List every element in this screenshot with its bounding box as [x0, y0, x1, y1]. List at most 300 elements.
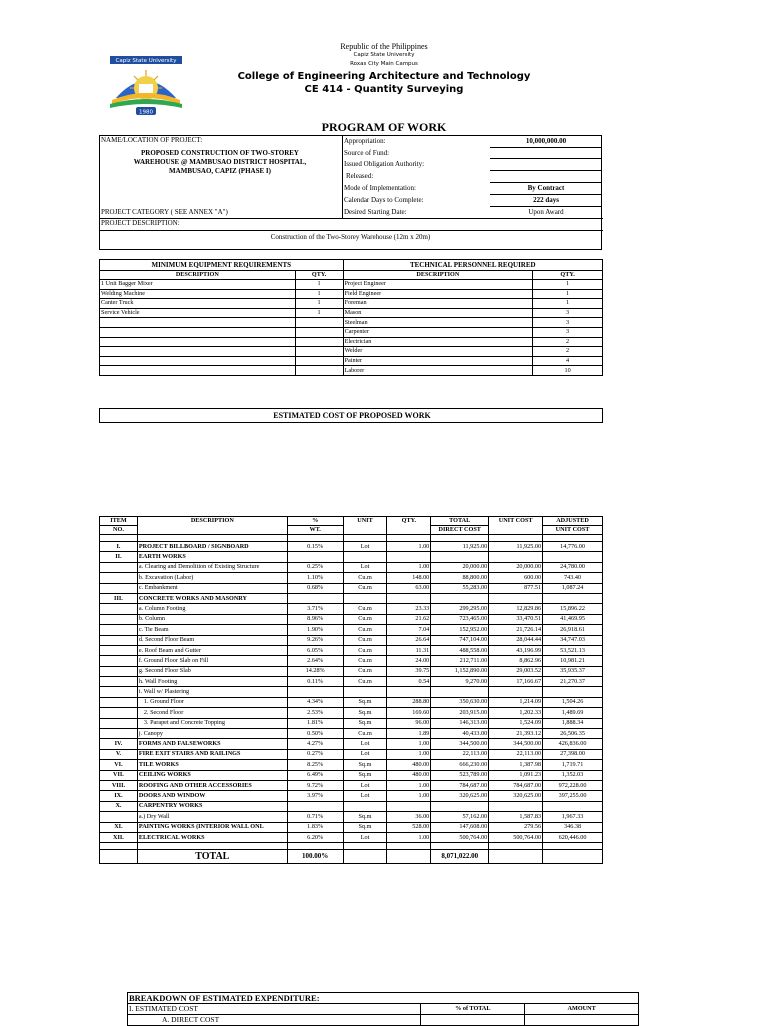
- item-adjusted: 24,780.00: [543, 562, 603, 572]
- col-item: ITEM: [100, 517, 138, 526]
- item-qty: 1.89: [387, 729, 431, 739]
- item-unit-cost: 1,091.23: [489, 770, 543, 780]
- item-unit-cost: 1,202.33: [489, 708, 543, 718]
- item-unit: Lot: [343, 542, 387, 552]
- item-adjusted: 1,504.26: [543, 697, 603, 707]
- col-wt: WT.: [287, 526, 343, 535]
- equipment-desc: [100, 347, 296, 357]
- item-adjusted: 620,446.00: [543, 832, 603, 842]
- item-qty: 1.00: [387, 832, 431, 842]
- item-no: VII.: [100, 770, 138, 780]
- requirement-row: [100, 299, 603, 309]
- item-total: 320,625.00: [431, 791, 489, 801]
- item-desc: a. Column Footing: [137, 604, 287, 614]
- equipment-desc: [100, 337, 296, 347]
- item-total: 723,465.00: [431, 614, 489, 624]
- item-desc: g. Second Floor Slab: [137, 666, 287, 676]
- item-unit: Cu.m: [343, 614, 387, 624]
- personnel-desc: Painter: [343, 356, 533, 366]
- page-title: PROGRAM OF WORK: [321, 120, 447, 134]
- item-qty: 39.75: [387, 666, 431, 676]
- cost-row: [100, 593, 603, 603]
- item-no: [100, 666, 138, 676]
- item-no: [100, 677, 138, 687]
- item-pct: [287, 687, 343, 697]
- cost-row: [100, 677, 603, 687]
- item-no: [100, 583, 138, 593]
- item-adjusted: 15,896.22: [543, 604, 603, 614]
- item-qty: 96.00: [387, 718, 431, 728]
- item-total: 666,230.00: [431, 760, 489, 770]
- item-pct: 9.26%: [287, 635, 343, 645]
- header-course: CE 414 - Quantity Surveying: [304, 84, 464, 95]
- equipment-desc: [100, 318, 296, 328]
- item-adjusted: [543, 552, 603, 562]
- cost-row: [100, 573, 603, 583]
- equipment-desc: Welding Machine: [100, 289, 296, 299]
- item-desc: f. Ground Floor Slab on Fill: [137, 656, 287, 666]
- item-unit: Lot: [343, 780, 387, 790]
- col-pct: %: [287, 517, 343, 526]
- item-total: 146,313.00: [431, 718, 489, 728]
- item-unit: Sq.m: [343, 822, 387, 832]
- item-qty: 23.33: [387, 604, 431, 614]
- item-unit-cost: 784,687.00: [489, 780, 543, 790]
- item-pct: 2.64%: [287, 656, 343, 666]
- item-qty: [387, 593, 431, 603]
- appropriation-label: Appropriation:: [344, 137, 386, 145]
- item-pct: 0.71%: [287, 812, 343, 822]
- item-desc: FORMS AND FALSEWORKS: [137, 739, 287, 749]
- item-unit: Sq.m: [343, 812, 387, 822]
- equipment-qty: [295, 366, 343, 376]
- item-unit-cost: [489, 552, 543, 562]
- item-adjusted: 972,228.00: [543, 780, 603, 790]
- cost-row: [100, 687, 603, 697]
- cost-row: [100, 645, 603, 655]
- item-unit-cost: 12,829.86: [489, 604, 543, 614]
- item-pct: 0.11%: [287, 677, 343, 687]
- source-fund-label: Source of Fund:: [344, 149, 390, 157]
- equipment-qty: [295, 327, 343, 337]
- item-unit-cost: 21,726.14: [489, 625, 543, 635]
- item-desc: a.) Dry Wall: [137, 812, 287, 822]
- cost-row: [100, 614, 603, 624]
- cost-row: [100, 739, 603, 749]
- item-qty: 21.62: [387, 614, 431, 624]
- item-desc: PROJECT BILLBOARD / SIGNBOARD: [137, 542, 287, 552]
- item-pct: 6.49%: [287, 770, 343, 780]
- item-no: [100, 573, 138, 583]
- item-qty: 63.00: [387, 583, 431, 593]
- item-total: [431, 687, 489, 697]
- description-value: Construction of the Two-Storey Warehouse (12m x 20m): [270, 233, 431, 241]
- item-qty: [387, 687, 431, 697]
- item-unit: Cu.m: [343, 583, 387, 593]
- item-adjusted: 14,776.00: [543, 542, 603, 552]
- requirement-row: [100, 347, 603, 357]
- personnel-qty: 3: [533, 327, 603, 337]
- personnel-qty: 1: [533, 280, 603, 290]
- item-no: I.: [100, 542, 138, 552]
- personnel-qty: 1: [533, 299, 603, 309]
- item-qty: 1.00: [387, 562, 431, 572]
- item-no: [100, 614, 138, 624]
- item-unit: [343, 801, 387, 811]
- breakdown-col-amount: AMOUNT: [525, 1004, 639, 1015]
- item-unit-cost: [489, 801, 543, 811]
- equipment-desc: [100, 366, 296, 376]
- item-qty: 1.00: [387, 791, 431, 801]
- item-unit-cost: 320,625.00: [489, 791, 543, 801]
- cost-row: [100, 791, 603, 801]
- personnel-desc: Project Engineer: [343, 280, 533, 290]
- item-pct: 0.15%: [287, 542, 343, 552]
- item-no: IV.: [100, 739, 138, 749]
- requirement-row: [100, 337, 603, 347]
- item-unit-cost: 344,500.00: [489, 739, 543, 749]
- svg-text:1980: 1980: [139, 109, 153, 116]
- cost-row: [100, 780, 603, 790]
- personnel-qty: 4: [533, 356, 603, 366]
- personnel-qty: 3: [533, 318, 603, 328]
- equipment-qty: [295, 337, 343, 347]
- item-pct: [287, 801, 343, 811]
- item-no: V.: [100, 749, 138, 759]
- cost-row: [100, 718, 603, 728]
- item-adjusted: [543, 801, 603, 811]
- item-no: VI.: [100, 760, 138, 770]
- item-unit-cost: 17,166.67: [489, 677, 543, 687]
- equipment-desc: Service Vehicle: [100, 308, 296, 318]
- item-no: [100, 625, 138, 635]
- appropriation-value: 10,000,000.00: [525, 137, 567, 145]
- item-unit-cost: 1,524.09: [489, 718, 543, 728]
- item-unit: Cu.m: [343, 635, 387, 645]
- item-pct: 3.97%: [287, 791, 343, 801]
- item-total: 299,295.00: [431, 604, 489, 614]
- item-unit: Cu.m: [343, 677, 387, 687]
- item-unit: Lot: [343, 562, 387, 572]
- breakdown-title: BREAKDOWN OF ESTIMATED EXPENDITURE:: [128, 993, 639, 1004]
- item-unit-cost: 43,196.99: [489, 645, 543, 655]
- item-unit: Cu.m: [343, 645, 387, 655]
- header-college: College of Engineering Architecture and Technology: [237, 71, 531, 82]
- cost-row: [100, 801, 603, 811]
- requirement-row: [100, 289, 603, 299]
- cost-row: [100, 822, 603, 832]
- equipment-qty: 1: [295, 289, 343, 299]
- item-desc: FIRE EXIT STAIRS AND RAILINGS: [137, 749, 287, 759]
- item-adjusted: 53,521.13: [543, 645, 603, 655]
- item-no: IX.: [100, 791, 138, 801]
- col-desc: DESCRIPTION: [137, 517, 287, 526]
- cost-row: [100, 562, 603, 572]
- requirement-row: [100, 366, 603, 376]
- cost-row: [100, 604, 603, 614]
- equipment-qty: 1: [295, 308, 343, 318]
- cost-row: [100, 708, 603, 718]
- item-total: 11,925.00: [431, 542, 489, 552]
- requirement-row: [100, 280, 603, 290]
- item-unit: Sq.m: [343, 718, 387, 728]
- personnel-desc: Welder: [343, 347, 533, 357]
- item-adjusted: 397,255.00: [543, 791, 603, 801]
- item-qty: 7.04: [387, 625, 431, 635]
- item-desc: EARTH WORKS: [137, 552, 287, 562]
- personnel-desc: Field Engineer: [343, 289, 533, 299]
- equipment-desc: [100, 327, 296, 337]
- col-unit-cost: UNIT COST: [489, 517, 543, 526]
- item-unit: Cu.m: [343, 573, 387, 583]
- item-qty: 288.80: [387, 697, 431, 707]
- project-name-line3: MAMBUSAO, CAPIZ (PHASE I): [169, 167, 271, 175]
- header-university: Capiz State University: [353, 52, 415, 58]
- mode-value: By Contract: [527, 184, 565, 192]
- item-pct: 0.27%: [287, 749, 343, 759]
- item-desc: ROOFING AND OTHER ACCESSORIES: [137, 780, 287, 790]
- item-unit: Cu.m: [343, 625, 387, 635]
- item-adjusted: 35,935.37: [543, 666, 603, 676]
- item-unit: Sq.m: [343, 697, 387, 707]
- item-total: [431, 552, 489, 562]
- requirement-row: [100, 318, 603, 328]
- item-total: 1,152,890.00: [431, 666, 489, 676]
- svg-text:Capiz State University: Capiz State University: [115, 58, 177, 64]
- item-qty: 24.00: [387, 656, 431, 666]
- item-adjusted: 1,888.34: [543, 718, 603, 728]
- item-no: VIII.: [100, 780, 138, 790]
- item-pct: [287, 593, 343, 603]
- item-adjusted: 41,469.95: [543, 614, 603, 624]
- item-total: 747,104.00: [431, 635, 489, 645]
- item-pct: 4.27%: [287, 739, 343, 749]
- personnel-desc: Steelman: [343, 318, 533, 328]
- equipment-desc: 1 Unit Bagger Mixer: [100, 280, 296, 290]
- personnel-qty: 3: [533, 308, 603, 318]
- equipment-desc: [100, 356, 296, 366]
- header-campus: Roxas City Main Campus: [350, 61, 418, 67]
- item-adjusted: 1,352.03: [543, 770, 603, 780]
- item-qty: 1.00: [387, 749, 431, 759]
- cost-row: [100, 832, 603, 842]
- cost-row: [100, 666, 603, 676]
- item-adjusted: 1,719.71: [543, 760, 603, 770]
- item-unit: [343, 552, 387, 562]
- item-pct: 1.81%: [287, 718, 343, 728]
- item-unit: Cu.m: [343, 656, 387, 666]
- item-unit-cost: 20,000.00: [489, 562, 543, 572]
- item-unit: Lot: [343, 791, 387, 801]
- mode-label: Mode of Implementation:: [344, 184, 416, 192]
- item-desc: PAINTING WORKS (INTERIOR WALL ONL: [137, 822, 287, 832]
- item-desc: CEILING WORKS: [137, 770, 287, 780]
- item-unit-cost: 8,862.96: [489, 656, 543, 666]
- description-label: PROJECT DESCRIPTION:: [101, 219, 180, 227]
- breakdown-table: [127, 992, 639, 1026]
- item-pct: 1.10%: [287, 573, 343, 583]
- item-total: 523,789.00: [431, 770, 489, 780]
- item-unit: [343, 687, 387, 697]
- item-unit: Sq.m: [343, 760, 387, 770]
- item-unit-cost: 1,387.98: [489, 760, 543, 770]
- item-desc: ELECTRICAL WORKS: [137, 832, 287, 842]
- item-adjusted: [543, 687, 603, 697]
- item-pct: 6.20%: [287, 832, 343, 842]
- item-desc: e. Roof Beam and Gutter: [137, 645, 287, 655]
- personnel-desc: Foreman: [343, 299, 533, 309]
- item-pct: 8.96%: [287, 614, 343, 624]
- equipment-title: MINIMUM EQUIPMENT REQUIREMENTS: [100, 260, 344, 271]
- cost-row: [100, 770, 603, 780]
- item-desc: CONCRETE WORKS AND MASONRY: [137, 593, 287, 603]
- item-total: 9,270.00: [431, 677, 489, 687]
- item-total: 500,764.00: [431, 832, 489, 842]
- equipment-col-desc: DESCRIPTION: [100, 271, 296, 280]
- col-total: TOTAL: [431, 517, 489, 526]
- item-unit-cost: 29,003.52: [489, 666, 543, 676]
- cost-row: [100, 625, 603, 635]
- item-desc: h. Wall Footing: [137, 677, 287, 687]
- item-qty: 169.60: [387, 708, 431, 718]
- personnel-qty: 2: [533, 347, 603, 357]
- item-adjusted: [543, 593, 603, 603]
- item-pct: 14.28%: [287, 666, 343, 676]
- item-total: 22,113.00: [431, 749, 489, 759]
- cost-row: [100, 729, 603, 739]
- item-total: 203,915.00: [431, 708, 489, 718]
- item-no: [100, 656, 138, 666]
- item-adjusted: 743.40: [543, 573, 603, 583]
- item-adjusted: 346.38: [543, 822, 603, 832]
- cost-row: [100, 812, 603, 822]
- item-desc: c. Embankment: [137, 583, 287, 593]
- item-total: 57,162.00: [431, 812, 489, 822]
- item-pct: 8.25%: [287, 760, 343, 770]
- item-pct: 0.50%: [287, 729, 343, 739]
- item-adjusted: 34,747.03: [543, 635, 603, 645]
- item-no: XI.: [100, 822, 138, 832]
- cost-table: [99, 516, 603, 864]
- item-qty: 26.64: [387, 635, 431, 645]
- item-unit-cost: 877.51: [489, 583, 543, 593]
- item-no: [100, 697, 138, 707]
- item-unit-cost: 11,925.00: [489, 542, 543, 552]
- col-direct-cost: DIRECT COST: [431, 526, 489, 535]
- item-no: [100, 645, 138, 655]
- col-adjusted-unit: UNIT COST: [543, 526, 603, 535]
- start-value: Upon Award: [528, 208, 564, 216]
- item-qty: [387, 801, 431, 811]
- item-no: [100, 604, 138, 614]
- estimated-cost-title: ESTIMATED COST OF PROPOSED WORK: [273, 411, 431, 420]
- item-qty: 480.00: [387, 760, 431, 770]
- requirement-row: [100, 327, 603, 337]
- start-label: Desired Starting Date:: [344, 208, 407, 216]
- item-no: [100, 729, 138, 739]
- cost-row: [100, 749, 603, 759]
- project-name-label: NAME/LOCATION OF PROJECT:: [101, 136, 203, 144]
- requirement-row: [100, 308, 603, 318]
- item-qty: 0.54: [387, 677, 431, 687]
- item-desc: d. Second Floor Beam: [137, 635, 287, 645]
- item-pct: 0.25%: [287, 562, 343, 572]
- total-pct: 100.00%: [287, 850, 343, 864]
- item-no: III.: [100, 593, 138, 603]
- col-adjusted: ADJUSTED: [543, 517, 603, 526]
- item-desc: DOORS AND WINDOW: [137, 791, 287, 801]
- item-qty: 1.00: [387, 780, 431, 790]
- item-pct: 4.34%: [287, 697, 343, 707]
- item-unit-cost: 500,764.00: [489, 832, 543, 842]
- item-unit: Sq.m: [343, 708, 387, 718]
- issued-authority-label: Issued Obligation Authority:: [344, 160, 425, 168]
- equipment-col-qty: QTY.: [295, 271, 343, 280]
- item-total: 40,433.00: [431, 729, 489, 739]
- personnel-col-qty: QTY.: [533, 271, 603, 280]
- item-qty: 528.00: [387, 822, 431, 832]
- item-qty: 480.00: [387, 770, 431, 780]
- personnel-title: TECHNICAL PERSONNEL REQUIRED: [343, 260, 602, 271]
- item-unit-cost: 22,113.00: [489, 749, 543, 759]
- item-total: 20,000.00: [431, 562, 489, 572]
- item-no: [100, 708, 138, 718]
- item-no: [100, 635, 138, 645]
- item-unit: Cu.m: [343, 729, 387, 739]
- personnel-desc: Laborer: [343, 366, 533, 376]
- personnel-desc: Mason: [343, 308, 533, 318]
- item-pct: 3.71%: [287, 604, 343, 614]
- item-desc: CARPENTRY WORKS: [137, 801, 287, 811]
- cost-row: [100, 583, 603, 593]
- days-value: 222 days: [533, 196, 559, 204]
- item-unit-cost: 1,214.09: [489, 697, 543, 707]
- item-pct: 2.53%: [287, 708, 343, 718]
- item-total: 784,687.00: [431, 780, 489, 790]
- item-desc: 3. Parapet and Concrete Topping: [137, 718, 287, 728]
- item-desc: c. Tie Beam: [137, 625, 287, 635]
- item-unit-cost: 279.56: [489, 822, 543, 832]
- cost-row: [100, 635, 603, 645]
- item-no: [100, 812, 138, 822]
- item-no: [100, 687, 138, 697]
- item-adjusted: 26,918.61: [543, 625, 603, 635]
- item-qty: 36.00: [387, 812, 431, 822]
- personnel-desc: Electrician: [343, 337, 533, 347]
- item-desc: j. Canopy: [137, 729, 287, 739]
- requirement-row: [100, 356, 603, 366]
- item-unit-cost: 33,470.51: [489, 614, 543, 624]
- cost-row: [100, 760, 603, 770]
- item-adjusted: 426,836.00: [543, 739, 603, 749]
- breakdown-item1: I. ESTIMATED COST: [128, 1004, 421, 1015]
- requirements-table: [99, 259, 603, 376]
- item-unit: Lot: [343, 749, 387, 759]
- item-adjusted: 1,087.24: [543, 583, 603, 593]
- item-total: [431, 801, 489, 811]
- item-unit-cost: 600.00: [489, 573, 543, 583]
- item-no: [100, 562, 138, 572]
- col-qty: QTY.: [387, 517, 431, 526]
- personnel-qty: 10: [533, 366, 603, 376]
- item-pct: 9.72%: [287, 780, 343, 790]
- item-total: [431, 593, 489, 603]
- item-desc: 1. Ground Floor: [137, 697, 287, 707]
- col-unit: UNIT: [343, 517, 387, 526]
- item-no: XII.: [100, 832, 138, 842]
- item-unit-cost: 28,044.44: [489, 635, 543, 645]
- personnel-qty: 1: [533, 289, 603, 299]
